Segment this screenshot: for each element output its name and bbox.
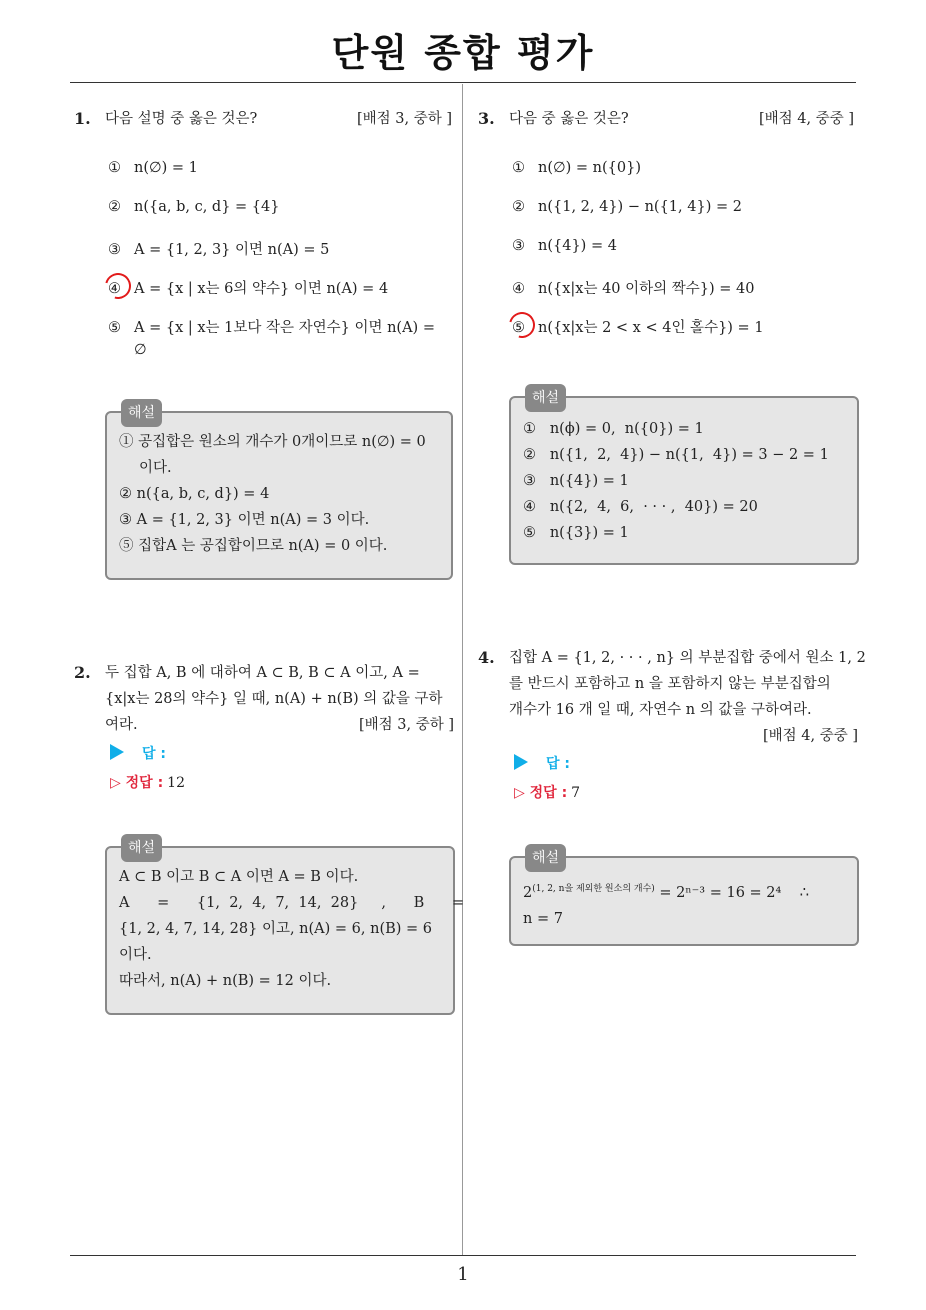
- question-line: 를 반드시 포함하고 n 을 포함하지 않는 부분집합의: [509, 676, 831, 692]
- explanation-line: ② n({a, b, c, d}) = 4: [119, 486, 270, 502]
- choice-2[interactable]: [108, 199, 279, 215]
- question-line: 여라.: [105, 717, 138, 733]
- page-title: 단원 종합 평가: [331, 31, 595, 75]
- explanation-line: A ⊂ B 이고 B ⊂ A 이면 A = B 이다.: [119, 869, 359, 885]
- explanation-body: [119, 429, 439, 559]
- choice-number: ①: [512, 160, 525, 176]
- choice-3[interactable]: [512, 238, 617, 254]
- answer-input-row[interactable]: [514, 753, 570, 773]
- explanation-line: ② n({1, 2, 4}) − n({1, 4}) = 3 − 2 = 1: [523, 447, 829, 463]
- choice-text: A = {x | x는 1보다 작은 자연수} 이면 n(A) =: [134, 320, 435, 336]
- explanation-line: n = 7: [523, 910, 563, 927]
- correct-answer-value: 7: [571, 785, 581, 801]
- explanation-line: ④ n({2, 4, 6, · · · , 40}) = 20: [523, 499, 758, 515]
- bottom-rule: [70, 1255, 856, 1256]
- choice-5[interactable]: [108, 316, 435, 337]
- choice-text: A = {x | x는 6의 약수} 이면 n(A) = 4: [134, 281, 389, 297]
- explanation-line: ⑤ n({3}) = 1: [523, 525, 629, 541]
- question-number: 3.: [478, 109, 495, 128]
- choice-text: n({x|x는 2 < x < 4인 홀수}) = 1: [538, 320, 764, 336]
- question-4: [478, 645, 866, 749]
- choice-text: n(∅) = 1: [134, 160, 198, 176]
- question-line: 집합 A = {1, 2, · · · , n} 의 부분집합 중에서 원소 1, 2: [509, 650, 866, 666]
- explanation-line: ① 공집합은 원소의 개수가 0개이므로 n(∅) = 0: [119, 434, 426, 450]
- choice-number: ②: [512, 199, 525, 215]
- question-number: 1.: [74, 109, 91, 128]
- choice-number: ②: [108, 199, 121, 215]
- explanation-body: [523, 876, 845, 932]
- play-triangle-icon: [514, 754, 528, 770]
- question-text: [509, 645, 866, 723]
- explanation-box: [509, 390, 859, 565]
- explanation-box: [105, 405, 453, 580]
- question-line: 두 집합 A, B 에 대하여 A ⊂ B, B ⊂ A 이고, A =: [105, 665, 420, 681]
- explanation-line: {1, 2, 4, 7, 14, 28} 이고, n(A) = 6, n(B) = 6: [119, 921, 433, 937]
- question-number: 2.: [74, 663, 91, 682]
- choice-4[interactable]: [512, 277, 754, 298]
- correct-answer-value: 12: [167, 775, 185, 791]
- explanation-body: [523, 416, 845, 546]
- choice-number: ④: [108, 281, 121, 297]
- choice-number: ④: [512, 281, 525, 297]
- explanation-line: ③ n({4}) = 1: [523, 473, 629, 489]
- choice-number: ③: [108, 242, 121, 258]
- top-rule: [70, 82, 856, 83]
- question-points: [배점 3, 중하 ]: [358, 717, 454, 733]
- choice-text: n({1, 2, 4}) − n({1, 4}) = 2: [538, 199, 742, 215]
- choice-text: A = {1, 2, 3} 이면 n(A) = 5: [134, 242, 330, 258]
- explanation-equation: = 2ⁿ⁻³ = 16 = 2⁴ ∴: [654, 884, 809, 901]
- question-number: 4.: [478, 648, 495, 667]
- choice-1[interactable]: [512, 160, 641, 176]
- choice-5[interactable]: [512, 316, 764, 337]
- choice-text: n(∅) = n({0}): [538, 160, 641, 176]
- explanation-tag: 해설: [121, 834, 162, 862]
- explanation-line: ③ A = {1, 2, 3} 이면 n(A) = 3 이다.: [119, 512, 370, 528]
- choice-number: ①: [108, 160, 121, 176]
- explanation-box: [509, 850, 859, 946]
- choice-1[interactable]: [108, 160, 198, 176]
- choice-text: ∅: [134, 342, 147, 358]
- explanation-body: [119, 864, 465, 994]
- explanation-line: ⑤ 집합A 는 공집합이므로 n(A) = 0 이다.: [119, 538, 388, 554]
- question-text: 다음 중 옳은 것은?: [509, 111, 629, 127]
- question-line: 개수가 16 개 일 때, 자연수 n 의 값을 구하여라.: [509, 702, 812, 718]
- question-points: [배점 3, 중하 ]: [356, 111, 452, 127]
- page-number: 1: [457, 1264, 469, 1285]
- question-1: [74, 106, 452, 136]
- question-line: {x|x는 28의 약수} 일 때, n(A) + n(B) 의 값을 구하: [105, 691, 443, 707]
- choice-4[interactable]: [108, 277, 388, 298]
- answer-label: 답 :: [546, 756, 570, 772]
- choice-text: n({a, b, c, d} = {4}: [134, 199, 280, 215]
- explanation-tag: 해설: [525, 384, 566, 412]
- answer-label: 답 :: [142, 746, 166, 762]
- explanation-line: 이다.: [139, 460, 172, 476]
- explanation-tag: 해설: [525, 844, 566, 872]
- explanation-line: A = {1, 2, 4, 7, 14, 28} , B =: [119, 895, 465, 911]
- answer-input-row[interactable]: [110, 743, 166, 763]
- choice-text: n({x|x는 40 이하의 짝수}) = 40: [538, 281, 755, 297]
- question-3: [478, 106, 854, 136]
- question-text: 다음 설명 중 옳은 것은?: [105, 111, 258, 127]
- choice-2[interactable]: [512, 199, 742, 215]
- correct-answer-label: ▷ 정답 :: [110, 775, 164, 791]
- explanation-box: [105, 840, 465, 1015]
- choice-text: n({4}) = 4: [538, 238, 617, 254]
- correct-answer-label: ▷ 정답 :: [514, 785, 568, 801]
- play-triangle-icon: [110, 744, 124, 760]
- question-points: [배점 4, 중중 ]: [762, 728, 858, 744]
- column-divider: [462, 84, 463, 1255]
- choice-number: ⑤: [512, 320, 525, 336]
- choice-5-continued: [134, 342, 147, 358]
- question-points: [배점 4, 중중 ]: [758, 111, 854, 127]
- correct-answer-row: [514, 782, 580, 802]
- explanation-line: [523, 876, 845, 906]
- question-2: [74, 660, 454, 740]
- choice-3[interactable]: [108, 238, 329, 259]
- choice-number: ⑤: [108, 320, 121, 336]
- explanation-exponent: (1, 2, n을 제외한 원소의 개수): [532, 884, 655, 894]
- explanation-base: 2: [523, 884, 533, 901]
- explanation-tag: 해설: [121, 399, 162, 427]
- explanation-line: ① n(ϕ) = 0, n({0}) = 1: [523, 421, 704, 437]
- correct-answer-row: [110, 772, 185, 792]
- explanation-line: 따라서, n(A) + n(B) = 12 이다.: [119, 973, 332, 989]
- explanation-line: 이다.: [119, 947, 152, 963]
- choice-number: ③: [512, 238, 525, 254]
